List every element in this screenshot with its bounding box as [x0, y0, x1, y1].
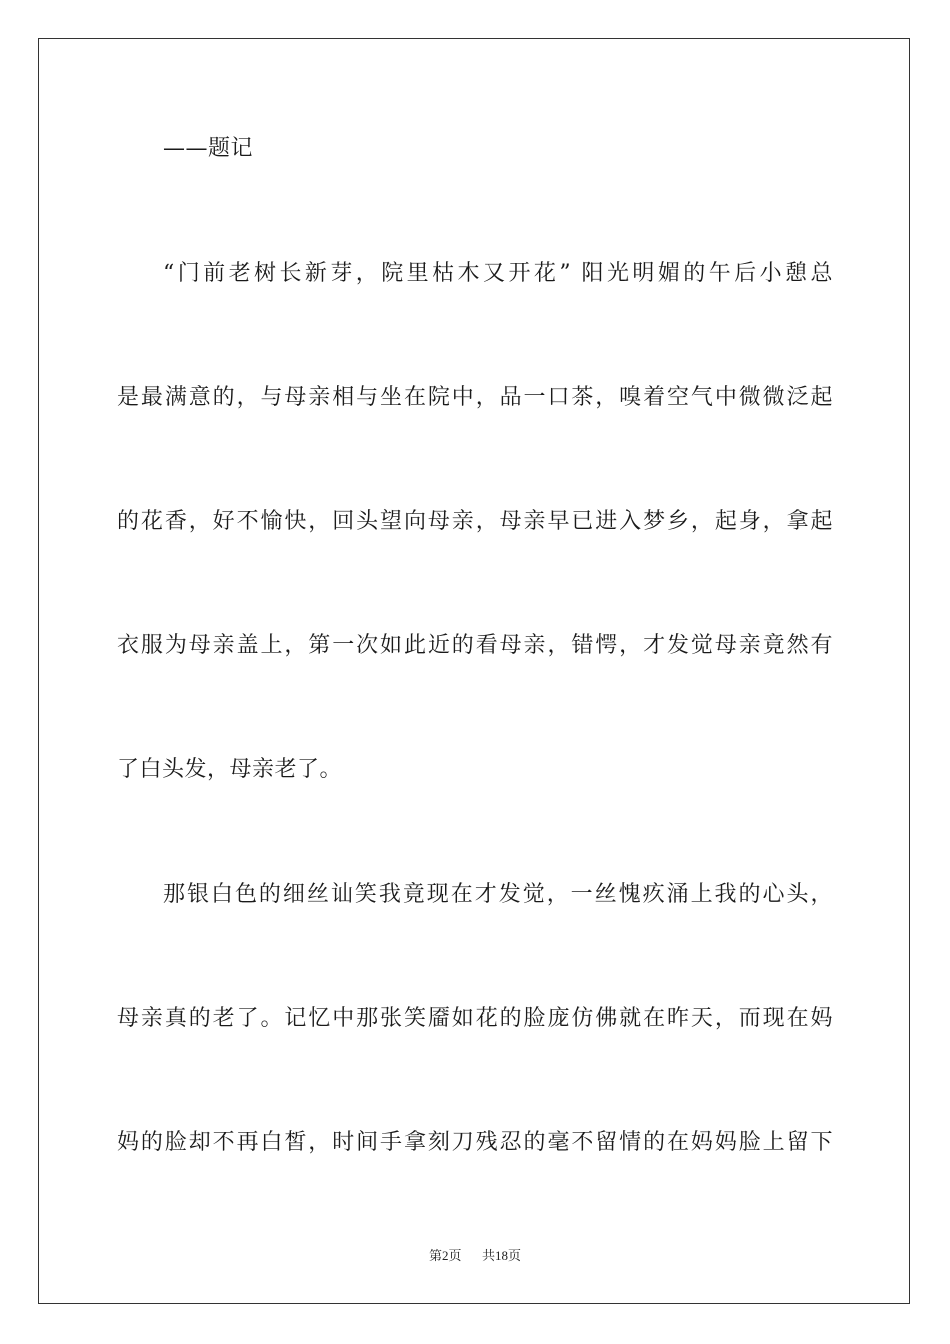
page-footer	[0, 1247, 950, 1265]
page-number: 第2页	[428, 1248, 462, 1263]
page-total: 共18页	[482, 1248, 522, 1263]
paragraph-2-line-3: 妈的脸却不再白皙，时间手拿刻刀残忍的毫不留情的在妈妈脸上留下	[117, 1130, 833, 1155]
paragraph-2-line-1: 那银白色的细丝讪笑我竟现在才发觉，一丝愧疚涌上我的心头，	[163, 882, 833, 907]
paragraph-1-line-4: 衣服为母亲盖上，第一次如此近的看母亲，错愕，才发觉母亲竟然有	[117, 633, 833, 658]
paragraph-1-line-2: 是最满意的，与母亲相与坐在院中，品一口茶，嗅着空气中微微泛起	[117, 385, 833, 410]
paragraph-1-line-3: 的花香，好不愉快，回头望向母亲，母亲早已进入梦乡，起身，拿起	[117, 509, 833, 534]
paragraph-1-line-1: “门前老树长新芽，院里枯木又开花” 阳光明媚的午后小憩总	[163, 261, 833, 286]
page-frame	[38, 38, 910, 1304]
paragraph-1-line-5: 了白头发，母亲老了。	[117, 757, 343, 782]
epigraph-attribution: ——题记	[163, 136, 254, 161]
paragraph-2-line-2: 母亲真的老了。记忆中那张笑靥如花的脸庞仿佛就在昨天，而现在妈	[117, 1006, 833, 1031]
